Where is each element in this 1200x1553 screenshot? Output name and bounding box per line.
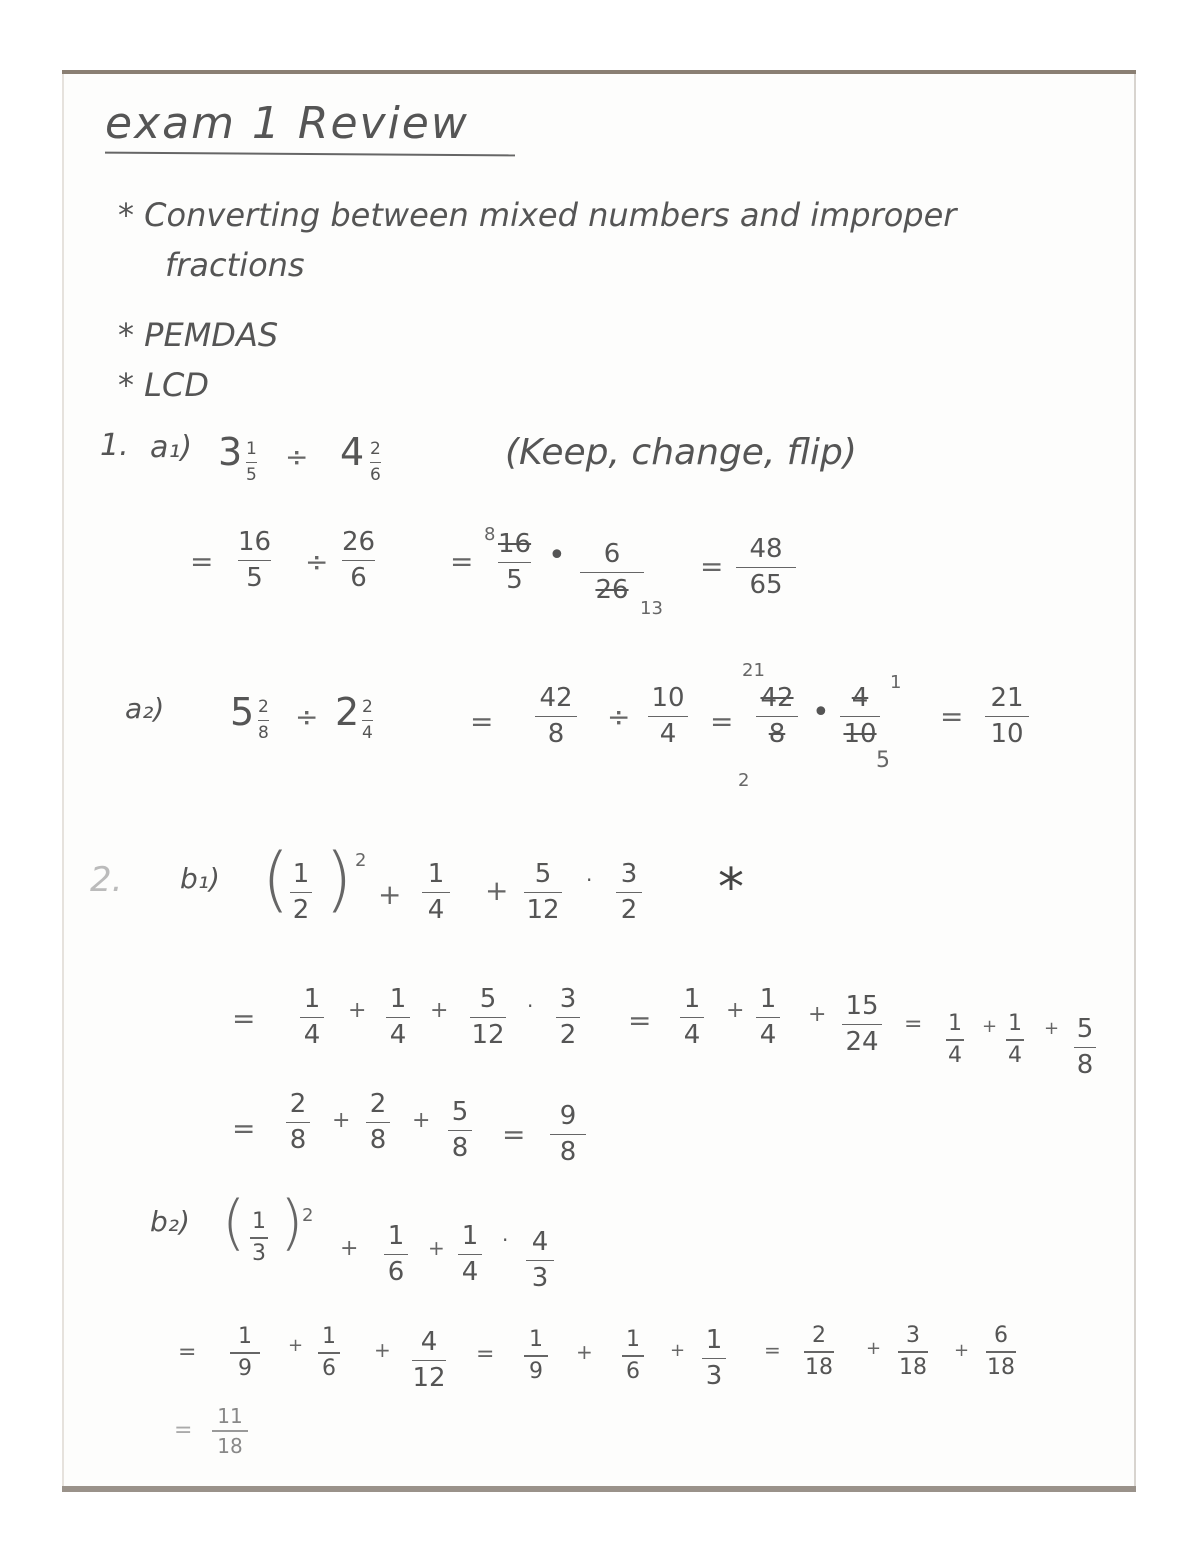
fraction: 1 3	[702, 1326, 726, 1391]
plus-sign: +	[670, 1340, 686, 1361]
plus-sign: +	[340, 1236, 359, 1261]
fraction: 5 8	[1074, 1015, 1096, 1080]
equals-sign: =	[470, 705, 494, 738]
plus-sign: +	[348, 998, 367, 1023]
multiply-dot: ·	[502, 1228, 509, 1252]
plus-sign: +	[378, 878, 402, 911]
mixed-whole: 3	[218, 430, 243, 474]
fraction: 1 9	[524, 1328, 548, 1384]
close-paren: )	[325, 838, 353, 920]
bullet-fractions: fractions	[165, 246, 305, 284]
equals-sign: =	[174, 1418, 193, 1443]
label-a1: a₁)	[150, 430, 193, 465]
fraction: 5 12	[524, 860, 562, 925]
plus-sign: +	[485, 874, 509, 907]
exponent: 2	[355, 850, 367, 871]
equals-sign: =	[710, 705, 734, 738]
fraction: 1 4	[458, 1222, 482, 1287]
mixed-whole: 4	[340, 430, 365, 474]
keep-change-flip-note: (Keep, change, flip)	[505, 432, 857, 473]
exponent: 2	[302, 1205, 314, 1226]
fraction: 4 10	[840, 684, 880, 749]
label-b1: b₁)	[180, 862, 220, 895]
plus-sign: +	[430, 998, 449, 1023]
plus-sign: +	[954, 1340, 970, 1361]
division-sign: ÷	[295, 700, 319, 733]
plus-sign: +	[576, 1340, 593, 1364]
fraction: 1 4	[948, 1011, 962, 1068]
star-mark: *	[718, 858, 744, 918]
bullet-pemdas: * PEMDAS	[118, 316, 279, 354]
fraction: 1 6	[384, 1222, 408, 1287]
problem-number-1: 1.	[100, 428, 129, 463]
fraction: 1 4	[422, 860, 450, 925]
plus-sign: +	[288, 1335, 304, 1356]
multiply-dot: •	[812, 695, 830, 730]
cancel-note: 5	[876, 748, 890, 773]
fraction: 1 6	[318, 1325, 340, 1381]
equals-sign: =	[628, 1004, 652, 1037]
cancel-note: 2	[738, 770, 750, 791]
equals-sign: =	[232, 1002, 256, 1035]
bullet-lcd: * LCD	[118, 366, 209, 404]
equals-sign: =	[450, 545, 474, 578]
plus-sign: +	[808, 1002, 827, 1027]
fraction: 4 3	[526, 1228, 554, 1293]
plus-sign: +	[332, 1108, 351, 1133]
fraction: 2 18	[805, 1323, 833, 1380]
fraction: 42 8	[756, 684, 798, 749]
result-fraction: 21 10	[985, 684, 1029, 749]
fraction: 5 12	[471, 984, 505, 1051]
fraction: 3 18	[899, 1323, 927, 1380]
open-paren: (	[262, 838, 290, 920]
fraction: 16 5	[238, 527, 272, 594]
mixed-whole: 2	[335, 690, 360, 734]
cancel-note: 1	[890, 672, 902, 693]
fraction: 15 24	[842, 992, 882, 1057]
plus-sign: +	[374, 1338, 391, 1362]
multiply-dot: •	[548, 538, 566, 573]
division-sign: ÷	[607, 700, 631, 733]
equals-sign: =	[700, 550, 724, 583]
multiply-dot: ·	[527, 994, 534, 1018]
label-a2: a₂)	[125, 692, 165, 725]
bullet-converting: * Converting between mixed numbers and improper	[118, 196, 957, 234]
equals-sign: =	[178, 1340, 197, 1365]
equals-sign: =	[940, 700, 964, 733]
fraction: 42 8	[535, 684, 577, 749]
equals-sign: =	[476, 1342, 495, 1367]
fraction: 3 2	[556, 985, 580, 1050]
division-sign: ÷	[305, 545, 329, 578]
fraction: 1 4	[756, 985, 780, 1050]
equals-sign: =	[904, 1012, 923, 1037]
fraction: 2 8	[366, 1090, 390, 1155]
fraction: 1 4	[300, 985, 324, 1050]
result-fraction: 9 8	[550, 1102, 586, 1167]
cancel-note: 8	[484, 524, 496, 545]
fraction: 6 26	[580, 540, 644, 605]
mixed-fraction: 2 8	[258, 697, 269, 744]
fraction: 3 2	[616, 860, 642, 925]
result-fraction: 11 18	[212, 1405, 248, 1457]
cancel-note: 13	[640, 598, 663, 619]
fraction: 1 4	[680, 985, 704, 1050]
fraction: 6 18	[987, 1323, 1015, 1380]
fraction: 5 8	[448, 1098, 472, 1163]
mixed-fraction: 2 6	[370, 439, 381, 486]
fraction: 10 4	[648, 684, 688, 749]
equals-sign: =	[502, 1118, 526, 1151]
open-paren: (	[222, 1188, 246, 1258]
plus-sign: +	[982, 1016, 998, 1037]
cancel-note: 21	[742, 660, 765, 681]
label-b2: b₂)	[150, 1205, 190, 1238]
mixed-fraction: 2 4	[362, 697, 373, 744]
fraction: 2 8	[286, 1090, 310, 1155]
fraction: 16 5	[498, 529, 532, 596]
page-title: exam 1 Review	[105, 98, 469, 149]
fraction: 26 6	[342, 527, 376, 594]
fraction: 1 6	[622, 1328, 644, 1384]
fraction: 4 12	[412, 1327, 446, 1394]
fraction: 1 3	[252, 1209, 266, 1266]
close-paren: )	[280, 1188, 304, 1258]
fraction: 1 4	[1008, 1011, 1022, 1068]
result-fraction: 48 65	[736, 535, 796, 600]
mixed-whole: 5	[230, 690, 255, 734]
mixed-fraction: 1 5	[246, 439, 257, 486]
multiply-dot: ·	[586, 868, 593, 892]
plus-sign: +	[726, 998, 745, 1023]
problem-number-2: 2.	[90, 860, 123, 900]
plus-sign: +	[1044, 1018, 1060, 1039]
equals-sign: =	[190, 545, 214, 578]
division-sign: ÷	[285, 440, 309, 473]
equals-sign: =	[764, 1338, 781, 1362]
plus-sign: +	[866, 1338, 882, 1359]
plus-sign: +	[412, 1108, 431, 1133]
fraction: 1 2	[290, 860, 312, 925]
fraction: 1 4	[386, 985, 410, 1050]
plus-sign: +	[428, 1236, 445, 1260]
fraction: 1 9	[230, 1325, 260, 1381]
equals-sign: =	[232, 1112, 256, 1145]
